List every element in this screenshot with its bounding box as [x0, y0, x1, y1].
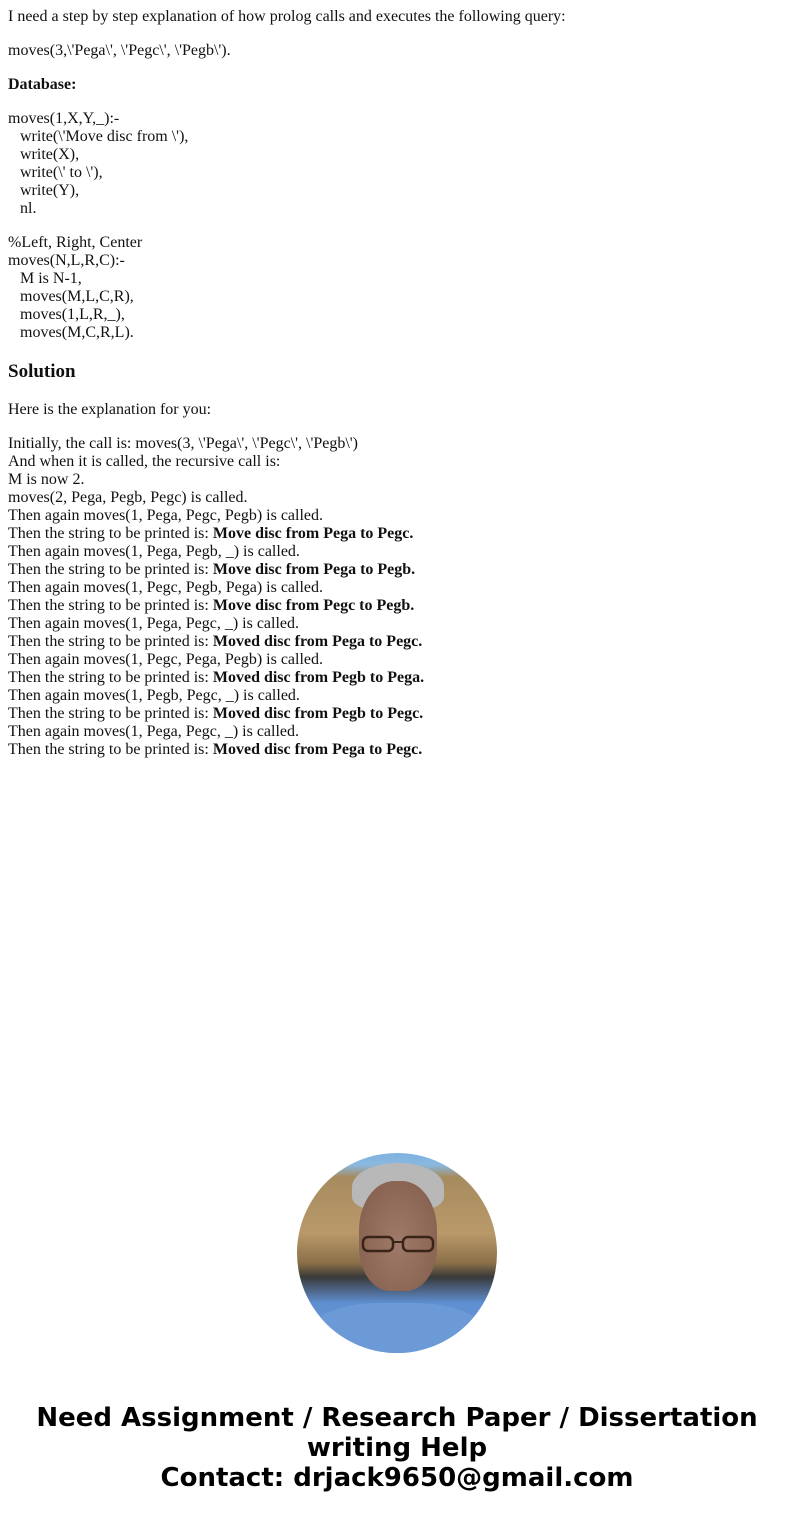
step-line: Then the string to be printed is: Move disc from Pega to Pegb. [8, 561, 416, 578]
step-line: Then again moves(1, Pegb, Pegc, _) is called. [8, 687, 300, 704]
code-line: moves(1,X,Y,_):- [8, 110, 120, 127]
step-line: Then again moves(1, Pega, Pegc, _) is called. [8, 615, 300, 632]
step-line: Then the string to be printed is: Move disc from Pega to Pegc. [8, 525, 414, 542]
step-line: Then again moves(1, Pega, Pegc, Pegb) is called. [8, 507, 324, 524]
code-block-base-case [8, 110, 188, 218]
solution-steps [8, 435, 424, 759]
step-line: M is now 2. [8, 471, 85, 488]
step-line: moves(2, Pega, Pegb, Pegc) is called. [8, 489, 248, 506]
code-line: write(X), [8, 146, 80, 163]
step-line: Then the string to be printed is: Moved disc from Pega to Pegc. [8, 741, 423, 758]
step-line: Initially, the call is: moves(3, \'Pega\', \'Pegc\', \'Pegb\') [8, 435, 358, 452]
code-line: %Left, Right, Center [8, 234, 143, 251]
code-line: M is N-1, [8, 270, 82, 287]
banner-line-2: writing Help [306, 1433, 488, 1463]
code-line: moves(M,L,C,R), [8, 288, 134, 305]
glasses-icon [361, 1235, 435, 1253]
avatar-shirt [307, 1303, 487, 1353]
step-line: Then again moves(1, Pega, Pegb, _) is called. [8, 543, 300, 560]
code-line: write(\'Move disc from \'), [8, 128, 189, 145]
code-line: nl. [8, 200, 37, 217]
step-line: Then again moves(1, Pegc, Pega, Pegb) is called. [8, 651, 324, 668]
author-avatar [297, 1153, 497, 1353]
solution-heading: Solution [8, 361, 76, 382]
banner-contact: Contact: drjack9650@gmail.com [160, 1463, 634, 1493]
banner-line-1: Need Assignment / Research Paper / Dissertation [36, 1403, 758, 1433]
step-line: Then the string to be printed is: Moved disc from Pegb to Pegc. [8, 705, 424, 722]
database-label: Database: [8, 76, 77, 93]
code-line: moves(1,L,R,_), [8, 306, 125, 323]
code-line: write(\' to \'), [8, 164, 103, 181]
code-line: write(Y), [8, 182, 80, 199]
step-line: Then again moves(1, Pega, Pegc, _) is called. [8, 723, 300, 740]
step-line: Then the string to be printed is: Moved disc from Pegb to Pega. [8, 669, 425, 686]
question-query: moves(3,\'Pega\', \'Pegc\', \'Pegb\'). [8, 42, 231, 59]
code-block-recursive-case [8, 234, 142, 342]
step-line: Then the string to be printed is: Moved disc from Pega to Pegc. [8, 633, 423, 650]
solution-intro: Here is the explanation for you: [8, 401, 212, 418]
step-line: Then the string to be printed is: Move disc from Pegc to Pegb. [8, 597, 415, 614]
contact-banner [0, 1403, 794, 1493]
code-line: moves(M,C,R,L). [8, 324, 134, 341]
step-line: And when it is called, the recursive call is: [8, 453, 281, 470]
step-line: Then again moves(1, Pegc, Pegb, Pega) is called. [8, 579, 324, 596]
code-line: moves(N,L,R,C):- [8, 252, 125, 269]
question-intro: I need a step by step explanation of how prolog calls and executes the following query: [8, 8, 566, 25]
